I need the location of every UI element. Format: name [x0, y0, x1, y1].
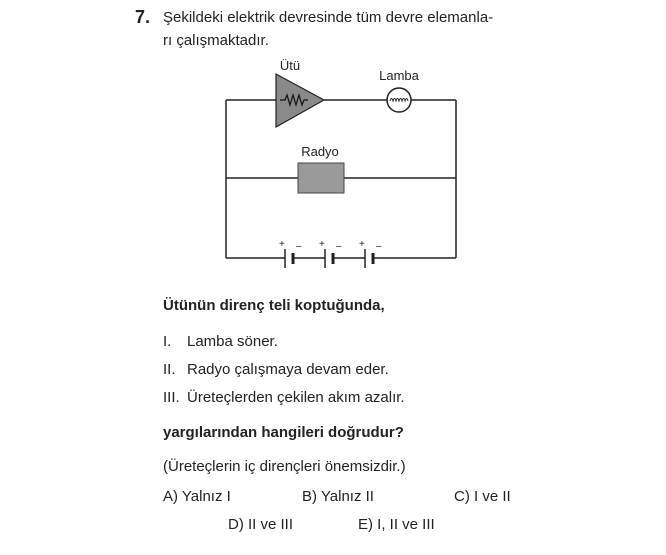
question-number: 7. [135, 7, 151, 27]
battery-2-minus: – [336, 241, 342, 252]
statement-2-number: II. [163, 361, 176, 378]
battery-1-minus: – [296, 241, 302, 252]
radio-symbol [298, 163, 344, 193]
option-e[interactable]: E) I, II ve III [358, 516, 435, 533]
battery-1-plus: + [279, 239, 285, 250]
prompt-text: yargılarından hangileri doğrudur? [163, 424, 404, 441]
option-b[interactable]: B) Yalnız II [302, 488, 374, 505]
radio-label: Radyo [301, 144, 339, 159]
question-stem-line1: Şekildeki elektrik devresinde tüm devre elemanla- [163, 9, 494, 26]
iron-symbol [276, 74, 324, 127]
battery-2-plus: + [319, 239, 325, 250]
statement-2 [163, 361, 389, 378]
statement-1-number: I. [163, 333, 172, 350]
option-a[interactable]: A) Yalnız I [163, 488, 231, 505]
option-c[interactable]: C) I ve II [454, 488, 511, 505]
battery-3 [365, 249, 373, 268]
lamp-symbol [387, 88, 411, 112]
option-d[interactable]: D) II ve III [228, 516, 294, 533]
battery-2 [325, 249, 333, 268]
statement-3-number: III. [163, 389, 180, 406]
battery-3-plus: + [359, 239, 365, 250]
statement-1-text: Lamba söner. [187, 333, 278, 350]
battery-1 [285, 249, 293, 268]
question-stem-line2: rı çalışmaktadır. [163, 32, 269, 49]
statement-1 [163, 333, 278, 350]
iron-label: Ütü [279, 58, 301, 73]
statement-3-text: Üreteçlerden çekilen akım azalır. [187, 389, 405, 406]
statement-3 [163, 389, 405, 406]
condition-text: Ütünün direnç teli koptuğunda, [163, 297, 385, 314]
battery-3-minus: – [376, 241, 382, 252]
lamp-label: Lamba [379, 68, 419, 83]
statement-2-text: Radyo çalışmaya devam eder. [187, 361, 389, 378]
note-text: (Üreteçlerin iç dirençleri önemsizdir.) [163, 458, 406, 475]
